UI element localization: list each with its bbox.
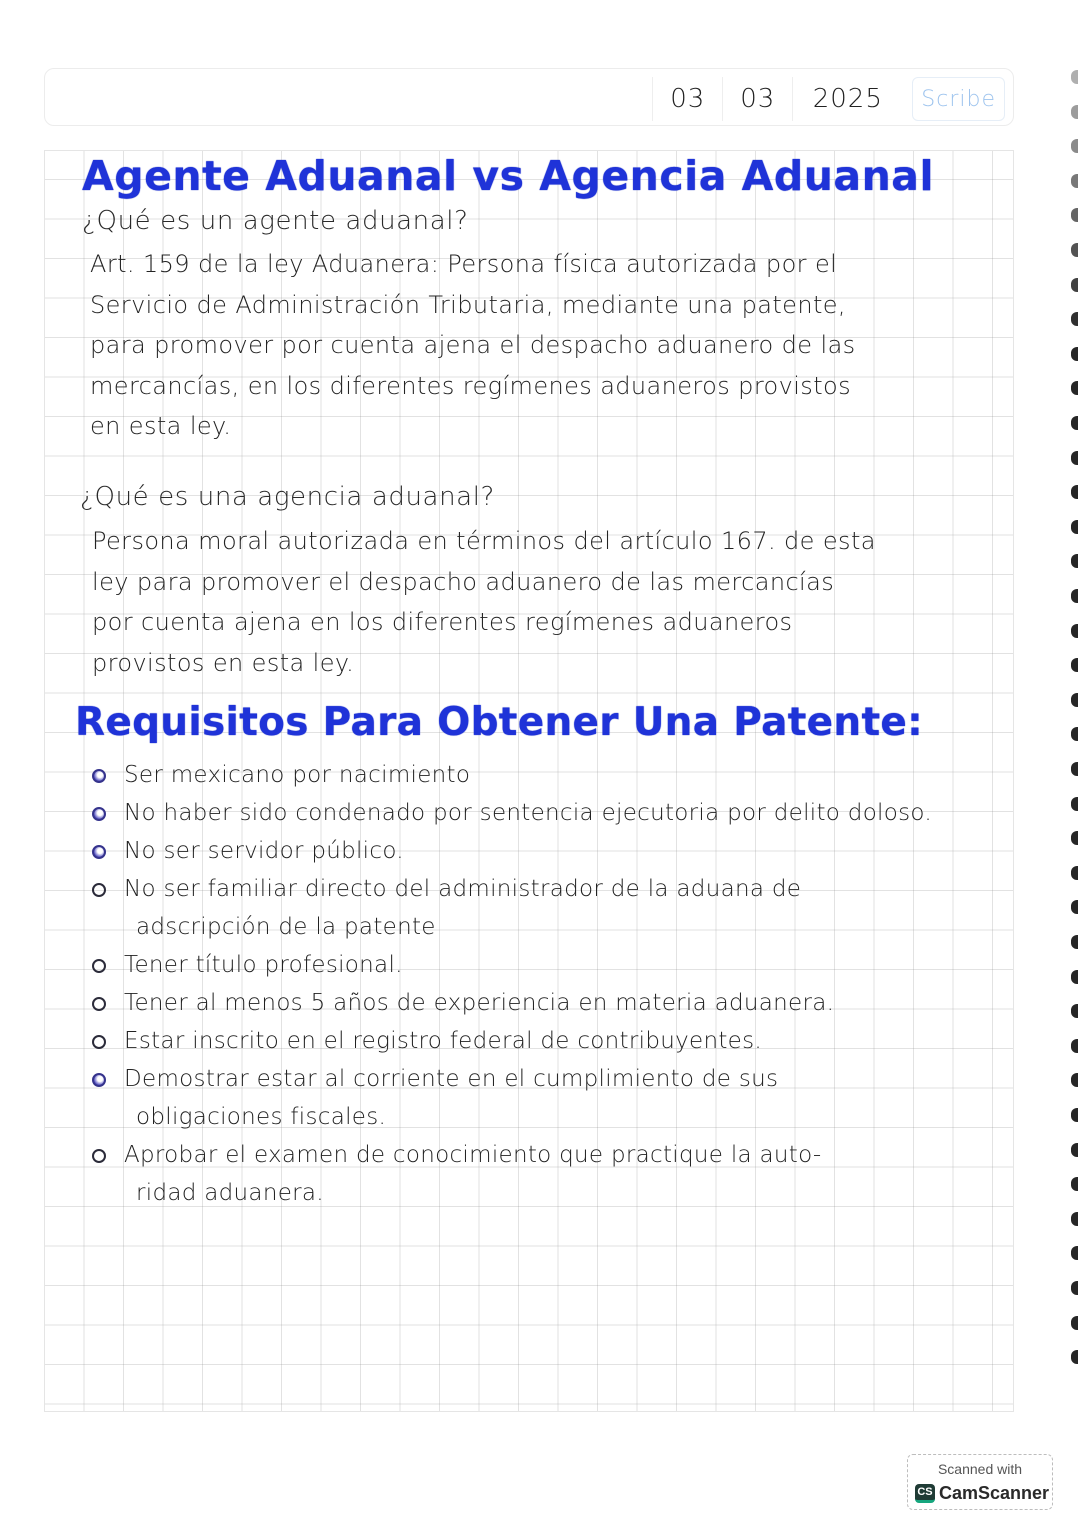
spiral-ring-icon (1071, 312, 1078, 326)
requirement-text-continued: obligaciones fiscales. (136, 1104, 387, 1130)
requirement-text: No ser familiar directo del administrador de la aduana de (124, 876, 802, 902)
spiral-ring-icon (1071, 278, 1078, 292)
requirement-item (88, 794, 1028, 832)
spiral-ring-icon (1071, 1212, 1078, 1226)
spiral-ring-icon (1071, 1108, 1078, 1122)
circle-bullet-icon (92, 1073, 106, 1087)
spiral-ring-icon (1071, 554, 1078, 568)
date-month: 03 (722, 77, 792, 121)
requirement-text: No ser servidor público. (124, 838, 404, 864)
camscanner-watermark (907, 1454, 1053, 1510)
text-line: Servicio de Administración Tributaria, mediante una patente, (90, 290, 846, 319)
spiral-ring-icon (1071, 174, 1078, 188)
requirement-text: Estar inscrito en el registro federal de contribuyentes. (124, 1028, 763, 1054)
spiral-ring-icon (1071, 970, 1078, 984)
definition-agencia-aduanal (92, 521, 876, 683)
spiral-ring-icon (1071, 416, 1078, 430)
circle-bullet-icon (92, 997, 106, 1011)
spiral-ring-icon (1071, 347, 1078, 361)
requirement-item (88, 832, 1028, 870)
requirement-item (88, 1060, 1028, 1136)
spiral-ring-icon (1071, 1246, 1078, 1260)
requirement-item (88, 1022, 1028, 1060)
requirements-title: Requisitos Para Obtener Una Patente: (75, 700, 924, 745)
text-line: ley para promover el despacho aduanero de las mercancías (92, 567, 835, 596)
spiral-ring-icon (1071, 1177, 1078, 1191)
notebook-brand-logo: Scribe (912, 77, 1005, 121)
requirement-item (88, 870, 1028, 946)
watermark-brand (915, 1483, 1049, 1504)
spiral-ring-icon (1071, 797, 1078, 811)
requirements-list (88, 756, 1028, 1212)
spiral-ring-icon (1071, 762, 1078, 776)
text-line: por cuenta ajena en los diferentes regímenes aduaneros (92, 608, 793, 636)
spiral-ring-icon (1071, 381, 1078, 395)
text-line: Art. 159 de la ley Aduanera: Persona física autorizada por el (90, 250, 838, 278)
spiral-ring-icon (1071, 1004, 1078, 1018)
spiral-ring-icon (1071, 658, 1078, 672)
requirement-text: Tener al menos 5 años de experiencia en materia aduanera. (124, 990, 835, 1016)
spiral-ring-icon (1071, 105, 1078, 119)
spiral-ring-icon (1071, 485, 1078, 499)
spiral-ring-icon (1071, 451, 1078, 465)
circle-bullet-icon (92, 845, 106, 859)
date-day: 03 (652, 77, 722, 121)
spiral-ring-icon (1071, 208, 1078, 222)
camscanner-logo-icon: CS (915, 1484, 935, 1503)
spiral-ring-icon (1071, 693, 1078, 707)
circle-bullet-icon (92, 807, 106, 821)
requirement-text-continued: ridad aduanera. (136, 1180, 324, 1206)
text-line: Persona moral autorizada en términos del artículo 167. de esta (92, 527, 876, 555)
spiral-ring-icon (1071, 1143, 1078, 1157)
circle-bullet-icon (92, 769, 106, 783)
spiral-ring-icon (1071, 624, 1078, 638)
spiral-ring-icon (1071, 831, 1078, 845)
date-fields (652, 77, 1005, 121)
circle-bullet-icon (92, 1149, 106, 1163)
text-line: mercancías, en los diferentes regímenes aduaneros provistos (90, 371, 852, 400)
spiral-ring-icon (1071, 1350, 1078, 1364)
requirement-text: Aprobar el examen de conocimiento que practique la auto- (124, 1142, 822, 1168)
requirement-text: Demostrar estar al corriente en el cumplimiento de sus (124, 1066, 779, 1092)
spiral-ring-icon (1071, 727, 1078, 741)
circle-bullet-icon (92, 1035, 106, 1049)
spiral-ring-icon (1071, 900, 1078, 914)
spiral-ring-icon (1071, 1073, 1078, 1087)
watermark-caption: Scanned with (937, 1461, 1023, 1477)
spiral-ring-icon (1071, 243, 1078, 257)
spiral-binding (1068, 60, 1080, 1430)
text-line: provistos en esta ley. (92, 648, 355, 677)
question-agencia-aduanal: ¿Qué es una agencia aduanal? (80, 482, 495, 512)
requirement-item (88, 1136, 1028, 1212)
watermark-brand-name: CamScanner (939, 1483, 1050, 1503)
date-year: 2025 (792, 77, 902, 121)
spiral-ring-icon (1071, 866, 1078, 880)
requirement-text-continued: adscripción de la patente (136, 914, 436, 940)
text-line: en esta ley. (90, 412, 232, 440)
requirement-item (88, 756, 1028, 794)
spiral-ring-icon (1071, 1039, 1078, 1053)
page-title: Agente Aduanal vs Agencia Aduanal (82, 152, 934, 200)
spiral-ring-icon (1071, 70, 1078, 84)
requirement-text: No haber sido condenado por sentencia ejecutoria por delito doloso. (124, 800, 932, 826)
date-header (44, 68, 1014, 126)
definition-agente-aduanal (90, 244, 856, 447)
requirement-text: Ser mexicano por nacimiento (124, 762, 471, 788)
requirement-item (88, 946, 1028, 984)
requirement-item (88, 984, 1028, 1022)
spiral-ring-icon (1071, 139, 1078, 153)
spiral-ring-icon (1071, 589, 1078, 603)
text-line: para promover por cuenta ajena el despacho aduanero de las (90, 331, 856, 359)
spiral-ring-icon (1071, 520, 1078, 534)
spiral-ring-icon (1071, 935, 1078, 949)
circle-bullet-icon (92, 959, 106, 973)
requirement-text: Tener título profesional. (124, 952, 403, 978)
circle-bullet-icon (92, 883, 106, 897)
spiral-ring-icon (1071, 1281, 1078, 1295)
spiral-ring-icon (1071, 1316, 1078, 1330)
question-agente-aduanal: ¿Qué es un agente aduanal? (82, 206, 469, 236)
